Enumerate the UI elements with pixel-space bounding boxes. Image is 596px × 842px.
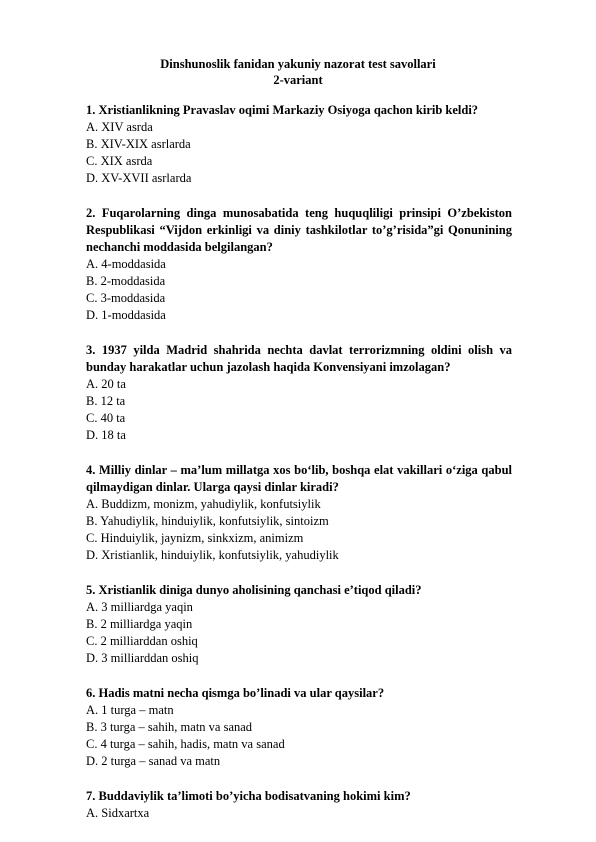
- answer-option-c: C. Hinduiylik, jaynizm, sinkxizm, animizm: [86, 531, 304, 545]
- question-4: [86, 462, 512, 564]
- answer-option-a: A. 3 milliardga yaqin: [86, 600, 193, 614]
- document-header: [0, 56, 596, 88]
- answer-option-b: B. 12 ta: [86, 394, 126, 408]
- question-1: [86, 102, 512, 187]
- answer-option-a: A. Buddizm, monizm, yahudiylik, konfutsiylik: [86, 497, 321, 511]
- answer-option-d: D. 1-moddasida: [86, 308, 166, 322]
- answer-option-c: C. 2 milliarddan oshiq: [86, 634, 198, 648]
- answer-option-a: A. 20 ta: [86, 377, 126, 391]
- answer-option-a: A. Sidxartxa: [86, 806, 150, 820]
- question-text: 4. Milliy dinlar – ma’lum millatga xos bo‘lib, boshqa elat vakillari o‘ziga qabul qilmaydigan dinlar. Ularga qaysi dinlar kiradi?: [86, 463, 512, 494]
- answer-option-b: B. 2 milliardga yaqin: [86, 617, 193, 631]
- answer-option-c: C. 3-moddasida: [86, 291, 166, 305]
- answer-option-a: A. 1 turga – matn: [86, 703, 174, 717]
- question-text: 3. 1937 yilda Madrid shahrida nechta davlat terrorizmning oldini olish va bunday harakatlar uchun jazolash haqida Konvensiyani imzolagan?: [86, 343, 512, 374]
- answer-option-b: B. 3 turga – sahih, matn va sanad: [86, 720, 253, 734]
- answer-option-d: D. 3 milliarddan oshiq: [86, 651, 199, 665]
- question-text: 1. Xristianlikning Pravaslav oqimi Markaziy Osiyoga qachon kirib keldi?: [86, 103, 479, 117]
- answer-option-d: D. XV-XVII asrlarda: [86, 171, 192, 185]
- question-text: 2. Fuqarolarning dinga munosabatida teng huquqliligi prinsipi O’zbekiston Respublikasi “Vijdon erkinligi va diniy tashkilotlar to’g’risida”gi Qonunining nechanchi moddasida belgilangan?: [86, 206, 512, 254]
- answer-option-a: A. XIV asrda: [86, 120, 153, 134]
- answer-option-d: D. 18 ta: [86, 428, 126, 442]
- answer-option-b: B. 2-moddasida: [86, 274, 166, 288]
- question-3: [86, 342, 512, 444]
- question-7: [86, 788, 512, 822]
- answer-option-d: D. 2 turga – sanad va matn: [86, 754, 221, 768]
- answer-option-b: B. XIV-XIX asrlarda: [86, 137, 191, 151]
- answer-option-a: A. 4-moddasida: [86, 257, 166, 271]
- question-text: 5. Xristianlik diniga dunyo aholisining qanchasi e’tiqod qiladi?: [86, 583, 422, 597]
- question-text: 7. Buddaviylik ta’limoti bo’yicha bodisatvaning hokimi kim?: [86, 789, 411, 803]
- answer-option-b: B. Yahudiylik, hinduiylik, konfutsiylik, sintoizm: [86, 514, 329, 528]
- question-text: 6. Hadis matni necha qismga bo’linadi va ular qaysilar?: [86, 686, 385, 700]
- questions-list: [86, 102, 512, 840]
- question-2: [86, 205, 512, 324]
- answer-option-d: D. Xristianlik, hinduiylik, konfutsiylik, yahudiylik: [86, 548, 339, 562]
- answer-option-c: C. 4 turga – sahih, hadis, matn va sanad: [86, 737, 285, 751]
- document-title: Dinshunoslik fanidan yakuniy nazorat test savollari: [160, 57, 436, 71]
- question-5: [86, 582, 512, 667]
- answer-option-c: C. XIX asrda: [86, 154, 153, 168]
- question-6: [86, 685, 512, 770]
- answer-option-c: C. 40 ta: [86, 411, 126, 425]
- variant-label: 2-variant: [273, 73, 323, 87]
